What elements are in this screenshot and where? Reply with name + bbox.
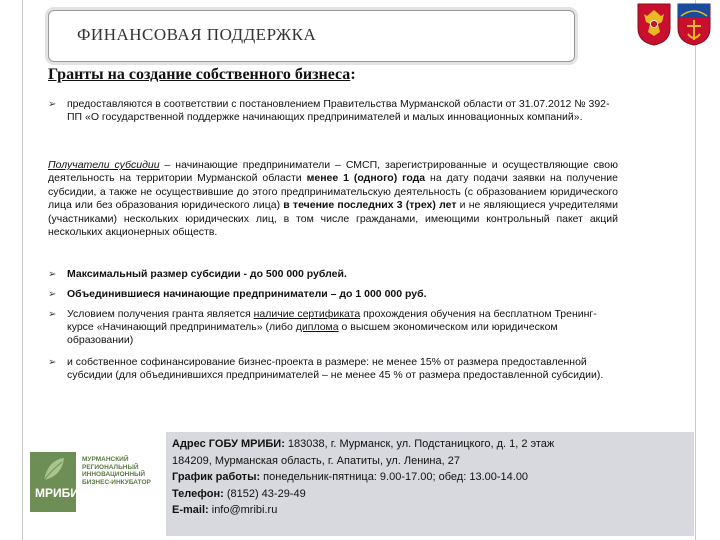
contact-phone-line	[172, 486, 692, 503]
contact-address-line	[172, 436, 692, 453]
arrow-bullet-icon: ➢	[48, 269, 57, 280]
list-item-max-subsidy	[48, 268, 620, 282]
address-value-1: 183038, г. Мурманск, ул. Подстаницкого, д. 1, 2 этаж	[284, 438, 555, 450]
title-box	[48, 10, 575, 62]
section-heading-text: Гранты на создание собственного бизнеса	[48, 66, 351, 83]
schedule-label: График работы:	[172, 471, 261, 483]
legal-basis-text: предоставляются в соответствии с постановлением Правительства Мурманской области от 31.07.2012 № 392-ПП «О государственной поддержке начинающих предпринимателей и малых инновационных компаний».	[67, 98, 610, 123]
contact-text	[172, 436, 692, 519]
schedule-value: понедельник-пятница: 9.00-17.00; обед: 13.00-14.00	[260, 471, 529, 483]
logo-area	[24, 432, 166, 536]
coat-of-arms-russia-icon	[636, 2, 672, 46]
max-subsidy-text: Максимальный размер субсидии - до 500 000 рублей.	[67, 268, 347, 280]
frame-line-left	[22, 0, 23, 540]
coat-of-arms-murmansk-icon	[676, 2, 712, 46]
arrow-bullet-icon: ➢	[48, 99, 57, 110]
address-label: Адрес ГОБУ МРИБИ:	[172, 438, 285, 450]
section-heading	[48, 66, 356, 84]
cofinance-text: и собственное софинансирование бизнес-проекта в размере: не менее 15% от размера предоставленной субсидии (для объединившихся предпринимателей – не менее 45 % от размера предоставленной субсидии).	[67, 356, 604, 381]
mribi-logo	[30, 452, 162, 512]
condition-text-b: прохождения обучения на бесплатном Тренинг-курсе «Начинающий предприниматель» (либо	[67, 308, 597, 333]
contact-schedule-line	[172, 469, 692, 486]
contact-block	[24, 432, 694, 536]
recipients-label: Получатели субсидии	[48, 159, 160, 171]
page-title: ФИНАНСОВАЯ ПОДДЕРЖКА	[77, 25, 317, 44]
recipients-bold-1: менее 1 (одного) года	[306, 172, 426, 185]
recipients-text-3: и не являющиеся учредителями (участниками) нескольких юридических лиц, в том числе гражданами, имеющими контрольный пакет акций нескольких акционерных обществ.	[48, 199, 618, 239]
contact-email-line	[172, 502, 692, 519]
list-item-condition	[48, 308, 620, 348]
email-link[interactable]: info@mribi.ru	[208, 504, 278, 516]
leaf-icon	[30, 452, 76, 512]
contact-address-line-2: 184209, Мурманская область, г. Апатиты, ул. Ленина, 27	[172, 454, 460, 467]
list-item-united	[48, 288, 620, 302]
logo-caption: МУРМАНСКИЙ РЕГИОНАЛЬНЫЙ ИННОВАЦИОННЫЙ БИЗНЕС-ИНКУБАТОР	[82, 456, 151, 486]
logo-word: МРИБИ	[35, 486, 79, 500]
arrow-bullet-icon: ➢	[48, 289, 57, 300]
recipients-text-2: на дату подачи заявки на получение субсидии, а также не осуществившие до этого предпринимательскую деятельность (с образованием юридического лица или без образования юридического лица)	[48, 172, 619, 212]
arrow-bullet-icon: ➢	[48, 309, 57, 320]
arrow-bullet-icon: ➢	[48, 357, 57, 368]
frame-line-right	[695, 0, 696, 540]
condition-text	[67, 308, 620, 347]
condition-text-a: Условием получения гранта является	[67, 308, 254, 320]
logo-mark	[30, 452, 79, 512]
recipients-bold-2: в течение последних 3 (трех) лет	[283, 199, 457, 212]
condition-certificate: наличие сертификата	[253, 308, 361, 320]
united-text: Объединившиеся начинающие предприниматели – до 1 000 000 руб.	[67, 288, 427, 300]
list-item-cofinance	[48, 356, 620, 398]
recipients-paragraph	[48, 159, 618, 239]
phone-value: (8152) 43-29-49	[223, 487, 306, 500]
section-heading-colon: :	[350, 66, 356, 83]
email-label: E-mail:	[172, 504, 209, 516]
list-item-legal-basis	[48, 98, 620, 138]
recipients-text-1: – начинающие предприниматели – СМСП, зарегистрированные и осуществляющие свою деятельность на территории Мурманской области	[48, 159, 618, 185]
condition-text-c: о высшем экономическом или юридическом образовании)	[67, 321, 558, 346]
condition-diploma: диплома	[295, 321, 339, 333]
phone-label: Телефон:	[172, 487, 224, 500]
